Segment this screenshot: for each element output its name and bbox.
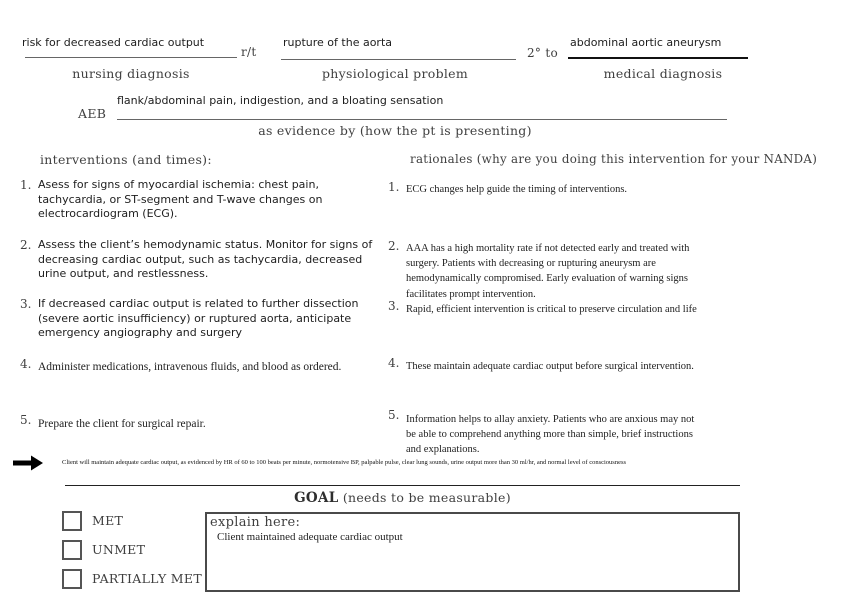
rationale-item bbox=[388, 239, 704, 302]
unmet-checkbox[interactable] bbox=[62, 540, 82, 560]
related-to-connector: r/t bbox=[241, 45, 257, 59]
explain-value[interactable]: Client maintained adequate cardiac output bbox=[217, 531, 403, 543]
intervention-item bbox=[20, 178, 383, 222]
met-label: MET bbox=[92, 513, 124, 528]
aeb-prefix-label: AEB bbox=[78, 106, 107, 121]
partially-met-checkbox-row bbox=[62, 569, 202, 589]
rationale-text[interactable]: Rapid, efficient intervention is critical to preserve circulation and life bbox=[406, 304, 697, 315]
met-checkbox-row bbox=[62, 511, 123, 531]
intervention-item bbox=[20, 413, 383, 433]
rationale-item bbox=[388, 408, 704, 458]
aeb-caption: as evidence by (how the pt is presenting) bbox=[258, 123, 532, 138]
medical-diagnosis-value[interactable]: abdominal aortic aneurysm bbox=[570, 36, 722, 49]
met-checkbox[interactable] bbox=[62, 511, 82, 531]
arrow-right-icon bbox=[12, 454, 44, 472]
intervention-number: 5. bbox=[20, 413, 32, 427]
intervention-text[interactable]: Administer medications, intravenous fluids, and blood as ordered. bbox=[38, 361, 342, 373]
intervention-text[interactable]: If decreased cardiac output is related to further dissection (severe aortic insufficiency) or ruptured aorta, anticipate emergency angiography and surgery bbox=[38, 297, 359, 340]
rationale-number: 5. bbox=[388, 408, 400, 422]
rationale-item bbox=[388, 180, 704, 197]
intervention-item bbox=[20, 297, 383, 341]
goal-statement[interactable]: Client will maintain adequate cardiac output, as evidenced by HR of 60 to 100 beats per minute, normotensive BP, palpable pulse, clear lung sounds, urine output more than 30 ml/hr, and normal level of consciousness bbox=[62, 459, 627, 466]
explain-box[interactable] bbox=[205, 512, 740, 592]
physiological-problem-value[interactable]: rupture of the aorta bbox=[283, 36, 393, 49]
rationale-item bbox=[388, 299, 704, 317]
intervention-number: 4. bbox=[20, 357, 32, 371]
intervention-number: 1. bbox=[20, 178, 32, 192]
rationale-number: 1. bbox=[388, 180, 400, 194]
aeb-value[interactable]: flank/abdominal pain, indigestion, and a bloating sensation bbox=[117, 94, 444, 107]
intervention-text[interactable]: Asess for signs of myocardial ischemia: chest pain, tachycardia, or ST-segment and T-wave changes on electrocardiogram (ECG). bbox=[38, 178, 323, 221]
physiological-problem-label: physiological problem bbox=[321, 66, 469, 81]
intervention-item bbox=[20, 238, 383, 282]
intervention-text[interactable]: Prepare the client for surgical repair. bbox=[38, 418, 206, 430]
goal-line bbox=[65, 485, 740, 486]
medical-diagnosis-line bbox=[568, 57, 748, 59]
goal-caption-rest: (needs to be measurable) bbox=[338, 490, 511, 505]
intervention-number: 3. bbox=[20, 297, 32, 311]
partially-met-label: PARTIALLY MET bbox=[92, 571, 202, 586]
secondary-to-connector: 2° to bbox=[527, 46, 558, 60]
interventions-header: interventions (and times): bbox=[40, 152, 212, 167]
medical-diagnosis-label: medical diagnosis bbox=[603, 66, 723, 81]
rationale-number: 3. bbox=[388, 299, 400, 313]
intervention-number: 2. bbox=[20, 238, 32, 252]
rationale-number: 4. bbox=[388, 356, 400, 370]
rationale-text[interactable]: Information helps to allay anxiety. Patients who are anxious may not be able to comprehend anything more than simple, brief instructions and explanations. bbox=[406, 414, 695, 456]
rationale-text[interactable]: These maintain adequate cardiac output before surgical intervention. bbox=[406, 361, 694, 372]
unmet-checkbox-row bbox=[62, 540, 145, 560]
rationale-text[interactable]: AAA has a high mortality rate if not detected early and treated with surgery. Patients with decreasing or rupturing aneurysm are hemodynamically compromised. Early evaluation of warning signs facilitates prompt intervention. bbox=[406, 243, 690, 300]
nursing-diagnosis-label: nursing diagnosis bbox=[72, 66, 190, 81]
intervention-item bbox=[20, 357, 383, 376]
rationale-text[interactable]: ECG changes help guide the timing of interventions. bbox=[406, 184, 628, 195]
explain-label: explain here: bbox=[210, 515, 301, 530]
rationales-header: rationales (why are you doing this intervention for your NANDA) bbox=[410, 152, 818, 166]
partially-met-checkbox[interactable] bbox=[62, 569, 82, 589]
nursing-diagnosis-line bbox=[25, 57, 237, 58]
unmet-label: UNMET bbox=[92, 542, 146, 557]
aeb-line bbox=[117, 119, 727, 120]
rationale-number: 2. bbox=[388, 239, 400, 253]
rationale-item bbox=[388, 356, 704, 374]
goal-caption-bold: GOAL bbox=[294, 490, 339, 506]
physiological-problem-line bbox=[281, 59, 516, 60]
nursing-diagnosis-value[interactable]: risk for decreased cardiac output bbox=[22, 36, 205, 49]
intervention-text[interactable]: Assess the client’s hemodynamic status. Monitor for signs of decreasing cardiac output, such as tachycardia, decreased urine output, and restlessness. bbox=[38, 238, 373, 281]
goal-caption bbox=[65, 489, 740, 507]
